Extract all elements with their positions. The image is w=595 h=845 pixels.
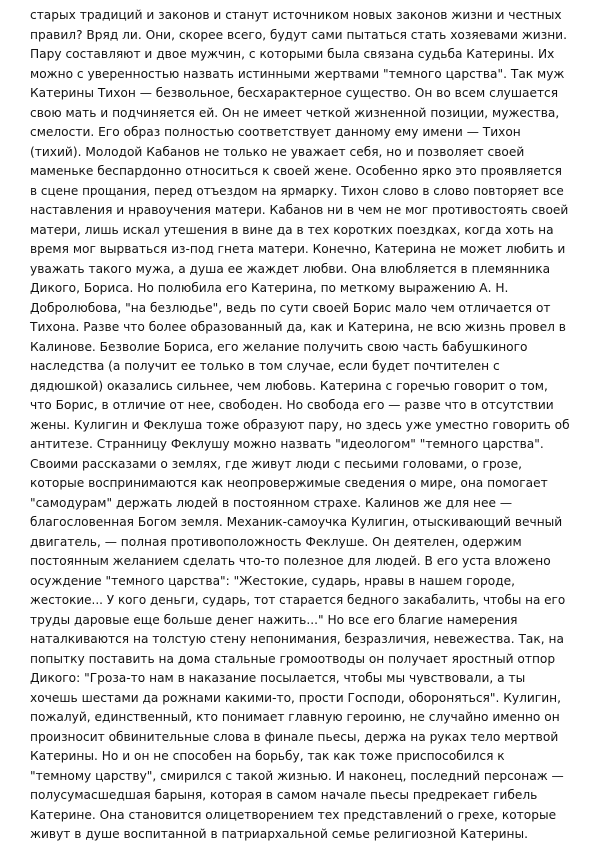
text-line-34: попытку поставить на дома стальные громоотводы он получает яростный отпор xyxy=(30,651,556,666)
text-line-4: можно с уверенностью назвать истинными жертвами "темного царства". Так муж xyxy=(30,66,565,81)
text-line-37: пожалуй, единственный, кто понимает главную героиню, не случайно именно он xyxy=(30,710,560,724)
text-line-43: живут в душе воспитанной в патриархальной семье религиозной Катерины. xyxy=(30,827,529,841)
text-line-11: наставления и нравоучения матери. Кабанов ни в чем не мог противостоять своей xyxy=(30,203,569,217)
text-line-18: Калинове. Безволие Бориса, его желание получить свою часть бабушкиного xyxy=(30,339,528,354)
text-line-7: смелости. Его образ полностью соответствует данному ему имени — Тихон xyxy=(30,125,521,139)
text-line-17: Тихона. Разве что более образованный да, как и Катерина, не всю жизнь провел в xyxy=(30,320,566,334)
text-line-35: Дикого: "Гроза-то нам в наказание посылается, чтобы мы чувствовали, а ты xyxy=(30,671,526,685)
text-line-8: (тихий). Молодой Кабанов не только не уважает себя, но и позволяет своей xyxy=(30,144,525,159)
text-line-25: которые воспринимаются как неопровержимые сведения о мире, она помогает xyxy=(30,476,548,490)
text-line-40: "темному царству", смирился с такой жизнью. И наконец, последний персонаж — xyxy=(30,768,564,783)
text-line-38: произносит обвинительные слова в финале пьесы, держа на руках тело мертвой xyxy=(30,729,559,744)
text-line-32: труды даровые еще больше денег нажить..." Но все его благие намерения xyxy=(30,612,518,627)
text-line-9: маменьке беспардонно относиться к своей жене. Особенно ярко это проявляется xyxy=(30,164,562,178)
essay-text xyxy=(30,6,570,845)
text-line-41: полусумасшедшая барыня, которая в самом начале пьесы предрекает гибель xyxy=(30,788,538,802)
text-line-24: Своими рассказами о землях, где живут люди с песьими головами, о грозе, xyxy=(30,456,522,471)
text-line-30: осуждение "темного царства": "Жестокие, сударь, нравы в нашем городе, xyxy=(30,573,516,588)
text-line-10: в сцене прощания, перед отъездом на ярмарку. Тихон слово в слово повторяет все xyxy=(30,183,564,198)
text-line-3: Пару составляют и двое мужчин, с которыми была связана судьба Катерины. Их xyxy=(30,47,555,61)
text-line-29: постоянным желанием сделать что-то полезное для людей. В его уста вложено xyxy=(30,554,551,568)
text-line-21: что Борис, в отличие от нее, свободен. Но свобода его — разве что в отсутствии xyxy=(30,398,554,412)
text-line-6: свою мать и подчиняется ей. Он не имеет четкой жизненной позиции, мужества, xyxy=(30,105,560,120)
text-line-39: Катерины. Но и он не способен на борьбу, так как тоже приспособился к xyxy=(30,749,505,763)
text-line-13: время мог вырваться из-под гнета матери. Конечно, Катерина не может любить и xyxy=(30,242,566,256)
text-line-22: жены. Кулигин и Феклуша тоже образуют пару, но здесь уже уместно говорить об xyxy=(30,417,570,432)
text-line-14: уважать такого мужа, а душа ее жаждет любви. Она влюбляется в племянника xyxy=(30,261,551,276)
text-line-2: правил? Вряд ли. Они, скорее всего, будут сами пытаться стать хозяевами жизни. xyxy=(30,27,567,42)
text-line-23: антитезе. Странницу Феклушу можно назвать "идеологом" "темного царства". xyxy=(30,437,544,451)
text-line-31: жестокие... У кого деньги, сударь, тот старается бедного закабалить, чтобы на его xyxy=(30,593,566,607)
text-line-1: старых традиций и законов и станут источником новых законов жизни и честных xyxy=(30,8,562,22)
text-line-42: Катерине. Она становится олицетворением тех представлений о грехе, которые xyxy=(30,807,557,822)
text-line-33: наталкиваются на толстую стену непонимания, безразличия, невежества. Так, на xyxy=(30,632,564,646)
text-line-15: Дикого, Бориса. Но полюбила его Катерина, по меткому выражению А. Н. xyxy=(30,281,509,295)
text-line-12: матери, лишь искал утешения в вине да в тех коротких поездках, когда хоть на xyxy=(30,222,554,237)
text-line-27: благословенная Богом земля. Механик-самоучка Кулигин, отыскивающий вечный xyxy=(30,515,563,529)
text-line-36: хочешь шестами да рожнами какими-то, прости Господи, обороняться". Кулигин, xyxy=(30,690,561,705)
text-line-19: наследства (а получит ее только в том случае, если будет почтителен с xyxy=(30,359,500,373)
text-line-28: двигатель, — полная противоположность Феклуше. Он деятелен, одержим xyxy=(30,534,522,549)
text-line-20: дядюшкой) оказались сильнее, чем любовь. Катерина с горечью говорит о том, xyxy=(30,378,548,393)
text-line-5: Катерины Тихон — безвольное, бесхарактерное существо. Он во всем слушается xyxy=(30,86,559,100)
text-line-26: "самодурам" держать людей в постоянном страхе. Калинов же для нее — xyxy=(30,495,513,510)
text-line-16: Добролюбова, "на безлюдье", ведь по сути своей Борис мало чем отличается от xyxy=(30,300,551,315)
